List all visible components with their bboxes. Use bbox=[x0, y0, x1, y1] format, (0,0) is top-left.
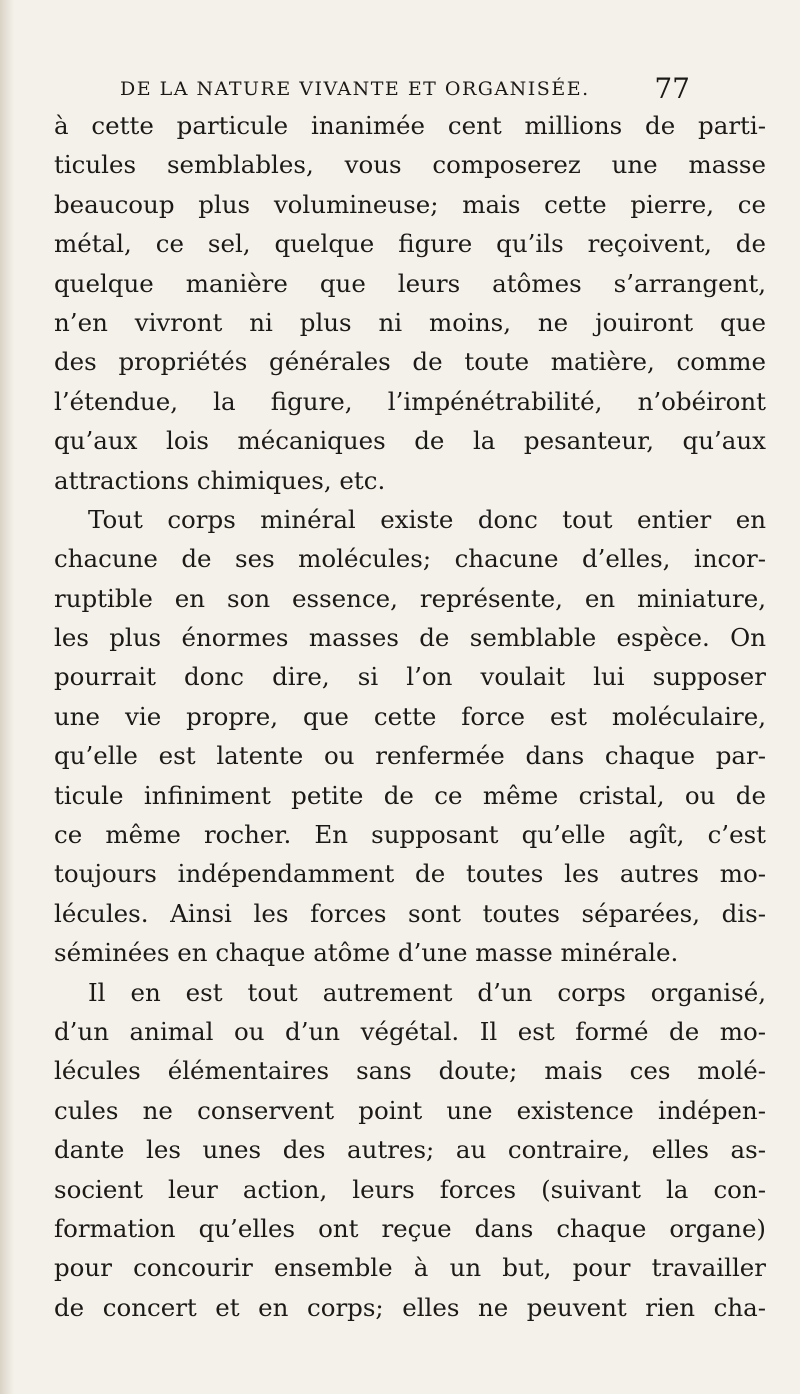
text-line: dante les unes des autres; au contraire, elles as- bbox=[54, 1135, 766, 1165]
text-line: une vie propre, que cette force est moléculaire, bbox=[54, 701, 766, 731]
text-line: ticule infiniment petite de ce même cristal, ou de bbox=[54, 780, 766, 810]
text-line: Il en est tout autrement d’un corps organisé, bbox=[88, 977, 766, 1007]
text-line: socient leur action, leurs forces (suivant la con- bbox=[54, 1174, 766, 1204]
text-line: quelque manière que leurs atômes s’arrangent, bbox=[54, 268, 766, 298]
text-line: de concert et en corps; elles ne peuvent rien cha- bbox=[54, 1292, 766, 1322]
text-line: les plus énormes masses de semblable espèce. On bbox=[54, 623, 766, 653]
spine-shadow bbox=[0, 0, 14, 1394]
text-line: qu’aux lois mécaniques de la pesanteur, qu’aux bbox=[54, 426, 766, 456]
text-line: pourrait donc dire, si l’on voulait lui supposer bbox=[54, 662, 766, 692]
text-line: chacune de ses molécules; chacune d’elles, incor- bbox=[54, 544, 766, 574]
text-line: lécules. Ainsi les forces sont toutes séparées, dis- bbox=[54, 898, 766, 928]
text-line: d’un animal ou d’un végétal. Il est formé de mo- bbox=[54, 1016, 766, 1046]
text-line: cules ne conservent point une existence indépen- bbox=[54, 1095, 766, 1125]
text-line: l’étendue, la figure, l’impénétrabilité, n’obéiront bbox=[54, 386, 766, 416]
text-line: lécules élémentaires sans doute; mais ces molé- bbox=[54, 1056, 766, 1086]
text-line: pour concourir ensemble à un but, pour travailler bbox=[54, 1253, 766, 1283]
text-line: formation qu’elles ont reçue dans chaque organe) bbox=[54, 1213, 766, 1243]
text-line: ticules semblables, vous composerez une masse bbox=[54, 150, 766, 180]
text-line: ruptible en son essence, représente, en miniature, bbox=[54, 583, 766, 613]
body-text bbox=[54, 106, 766, 1327]
text-line: à cette particule inanimée cent millions de parti- bbox=[54, 111, 766, 140]
text-line: attractions chimiques, etc. bbox=[54, 465, 386, 495]
text-line: qu’elle est latente ou renfermée dans chaque par- bbox=[54, 741, 766, 771]
text-line: des propriétés générales de toute matière, comme bbox=[54, 347, 766, 377]
text-line: métal, ce sel, quelque figure qu’ils reçoivent, de bbox=[54, 229, 766, 259]
text-line: beaucoup plus volumineuse; mais cette pierre, ce bbox=[54, 189, 766, 219]
running-title: DE LA NATURE VIVANTE ET ORGANISÉE. bbox=[120, 78, 590, 100]
page-number: 77 bbox=[654, 72, 690, 105]
text-line: n’en vivront ni plus ni moins, ne jouiront que bbox=[54, 307, 766, 337]
text-line: ce même rocher. En supposant qu’elle agît, c’est bbox=[54, 820, 766, 850]
text-line: Tout corps minéral existe donc tout entier en bbox=[88, 504, 766, 534]
text-line: séminées en chaque atôme d’une masse minérale. bbox=[54, 938, 679, 968]
text-line: toujours indépendamment de toutes les autres mo- bbox=[54, 859, 766, 889]
